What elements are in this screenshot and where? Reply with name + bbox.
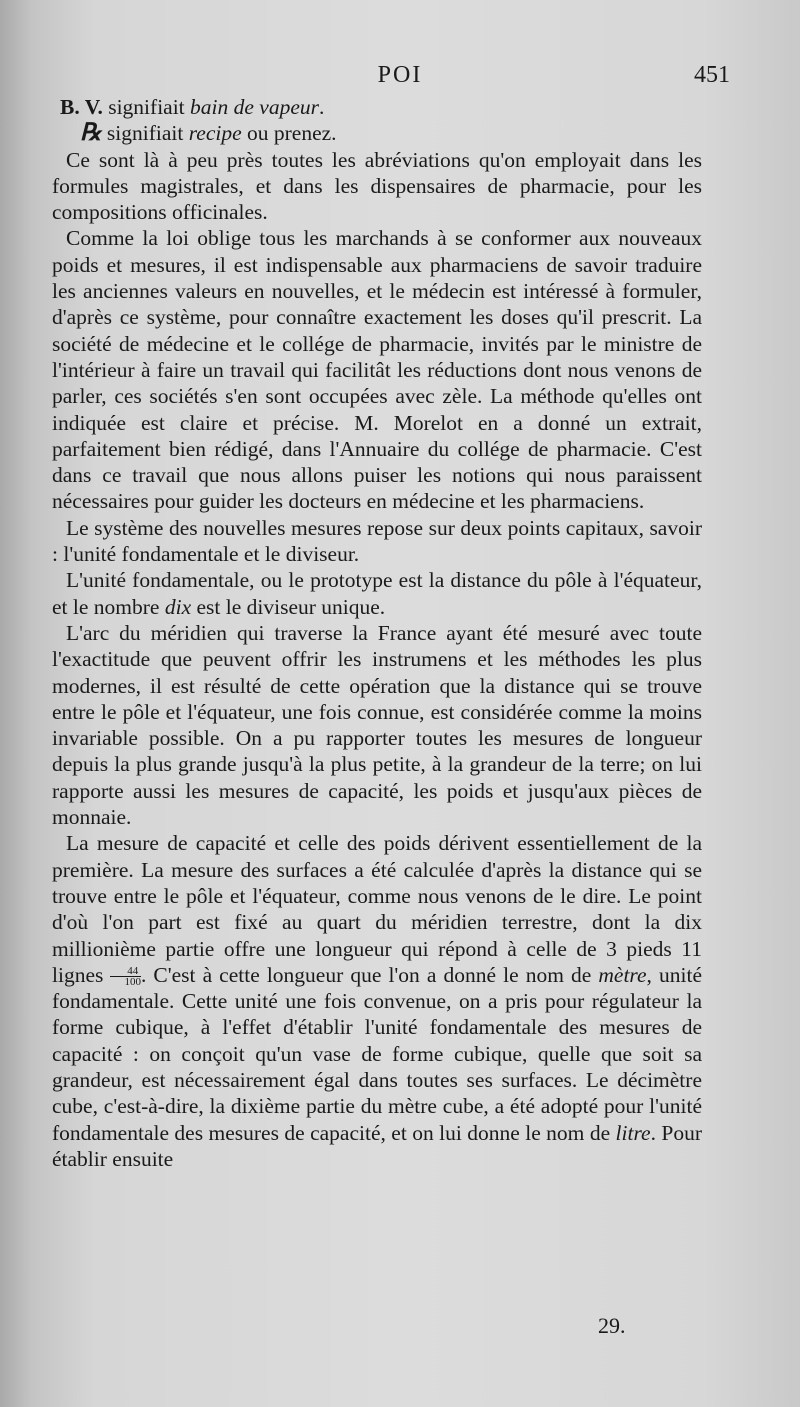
page-header: [40, 62, 760, 94]
paragraph-text: . Pour établir ensuite: [52, 1120, 702, 1171]
paragraph: [52, 830, 702, 1172]
paragraph: L'arc du méridien qui traverse la France ayant été mesuré avec toute l'exactitude que peuvent offrir les instrumens et les méthodes les plus modernes, il est résulté de cette opération que la distance qui se trouve entre le pôle et l'équateur, une fois connue, est considérée comme la moins invariable possible. On a pu rapporter toutes les mesures de longueur depuis la plus grande jusqu'à la plus petite, à la grandeur de la terre; on lui rapporte aussi les mesures de capacité, les poids et jusqu'aux pièces de monnaie.: [52, 620, 702, 830]
paragraph: Ce sont là à peu près toutes les abréviations qu'on employait dans les formules magistrales, et dans les dispensaires de pharmacie, pour les compositions officinales.: [52, 147, 702, 225]
paragraph-text: L'unité fondamentale, ou le prototype est la distance du pôle à l'équateur, et le nombre: [52, 568, 702, 619]
paragraph-text: La mesure de capacité et celle des poids dérivent essentiellement de la première. La mesure des surfaces a été calculée d'après la distance qui se trouve entre le pôle et l'équateur, comme nous venons de le dire. Le point d'où l'on part est fixé au quart du méridien terrestre, dont la dix millionième partie offre une longueur qui répond à celle de 3 pieds 11 lignes: [52, 831, 702, 987]
running-title: POI: [377, 62, 423, 88]
paragraph: Comme la loi oblige tous les marchands à se conformer aux nouveaux poids et mesures, il est indispensable aux pharmaciens de savoir traduire les anciennes valeurs en nouvelles, et le médecin est intéressé à formuler, d'après ce système, pour connaître exactement les doses qu'il prescrit. La société de médecine et le collége de pharmacie, invités par le ministre de l'intérieur à faire un travail qui facilitât les réductions dont nous venons de parler, ces sociétés s'en sont occupées avec zèle. La méthode qu'elles ont indiquée est claire et précise. M. Morelot en a donné un extrait, parfaitement bien rédigé, dans l'Annuaire du collége de pharmacie. C'est dans ce travail que nous allons puiser les notions qui nous paraissent nécessaires pour guider les docteurs en médecine et les pharmaciens.: [52, 226, 702, 514]
page-number: 451: [694, 62, 730, 88]
abbreviation-meaning: bain de vapeur: [190, 95, 319, 119]
abbreviation-line: [52, 120, 702, 146]
abbreviation-text: signifiait: [102, 95, 191, 119]
paragraph-text: est le diviseur unique.: [191, 594, 386, 619]
paragraph: [52, 567, 702, 620]
fraction-numerator: 44: [110, 966, 141, 977]
abbreviation-text: signifiait: [101, 121, 189, 146]
paragraph-text: . C'est à cette longueur que l'on a donné le nom de: [140, 962, 599, 987]
abbreviation-text: ou prenez.: [241, 121, 337, 146]
emphasis: dix: [164, 594, 192, 619]
paragraph: Le système des nouvelles mesures repose sur deux points capitaux, savoir : l'unité fondamentale et le diviseur.: [52, 515, 702, 567]
signature-mark: 29.: [598, 1313, 626, 1338]
emphasis: litre: [615, 1120, 651, 1145]
recipe-symbol: ℞: [80, 120, 102, 147]
abbreviation-line: [52, 94, 702, 120]
abbreviation: B. V.: [60, 95, 103, 119]
emphasis: mètre: [598, 962, 647, 987]
abbreviation-meaning: recipe: [188, 121, 242, 146]
paragraph-text: , unité fondamentale. Cette unité une fois convenue, on a pris pour régulateur la forme cubique, à l'effet d'établir l'unité fondamentale des mesures de capacité : on conçoit qu'un vase de forme cubique, quelle que soit sa grandeur, est nécessairement égal dans toutes ses surfaces. Le décimètre cube, c'est-à-dire, la dixième partie du mètre cube, a été adopté pour l'unité fondamentale des mesures de capacité, et on lui donne le nom de: [52, 962, 702, 1145]
abbreviation-text: .: [319, 95, 325, 119]
fraction: [110, 966, 141, 987]
body-text: [52, 94, 702, 1172]
fraction-denominator: 100: [124, 976, 141, 989]
